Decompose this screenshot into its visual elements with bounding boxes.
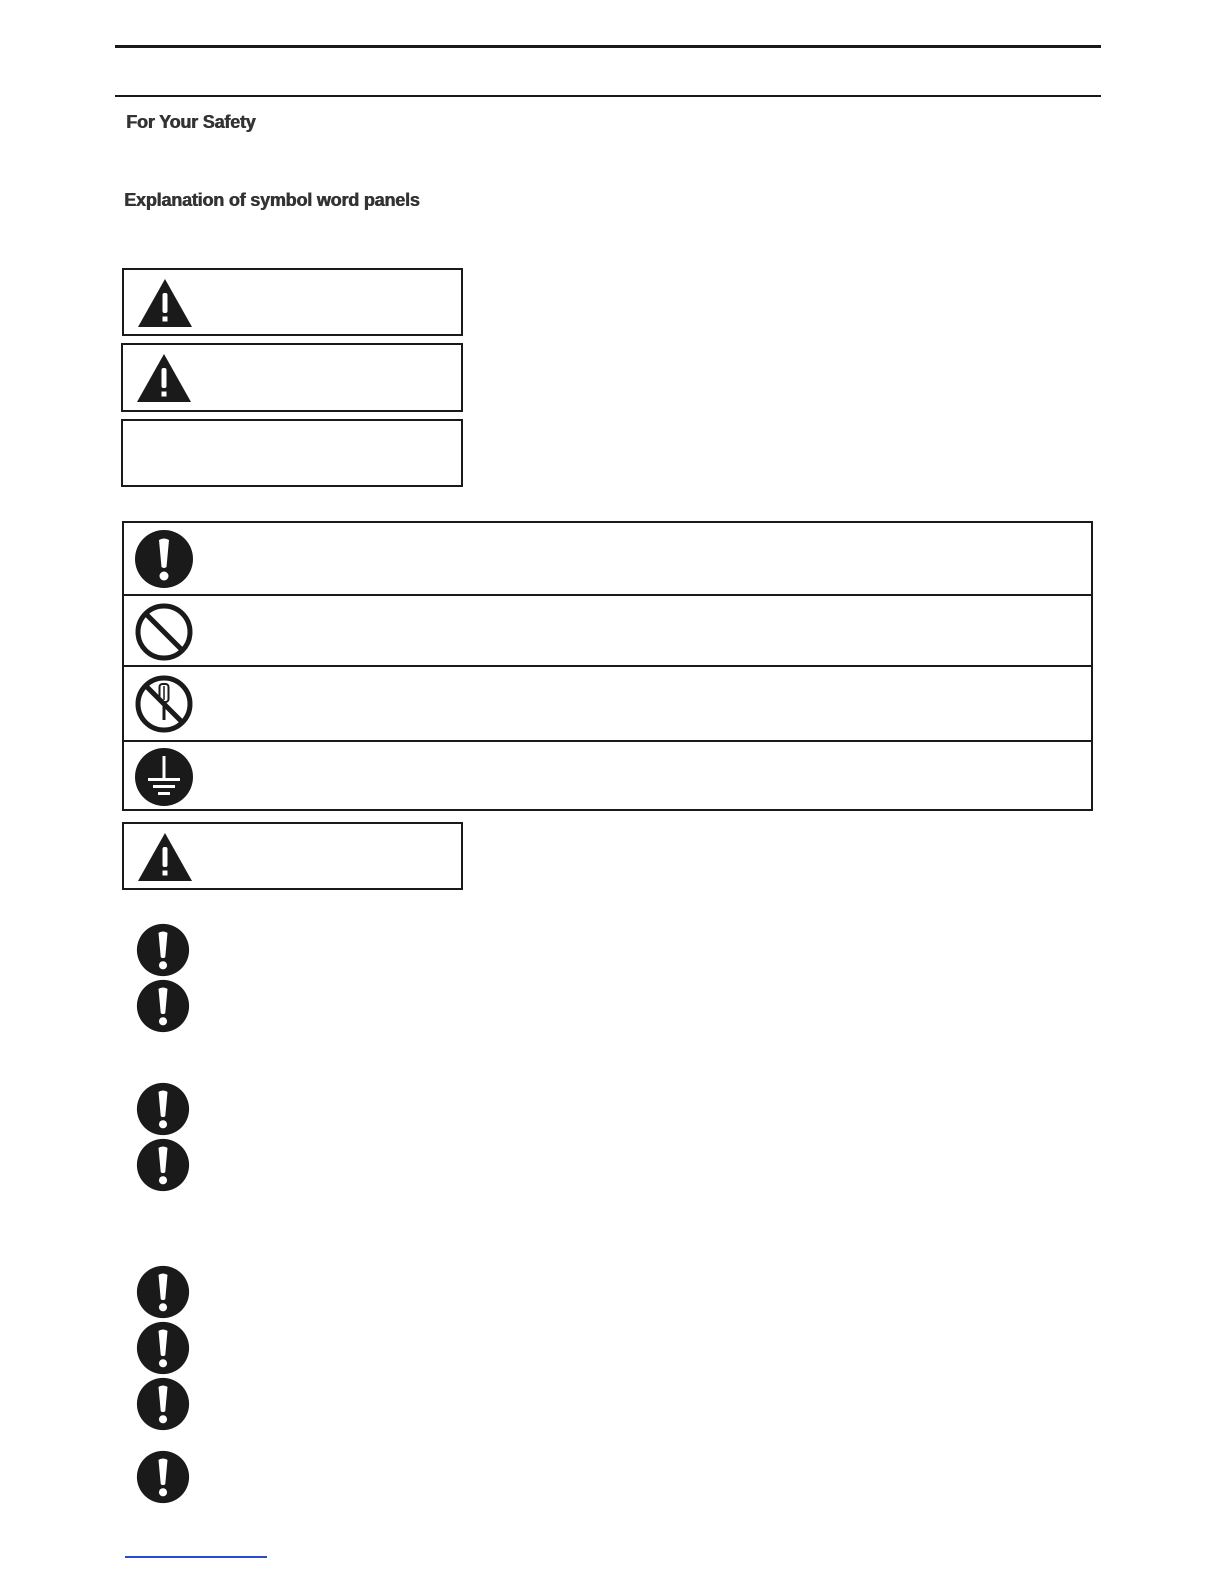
section-subtitle: Explanation of symbol word panels [124, 190, 420, 210]
do-not-disassemble-icon [134, 674, 194, 734]
warning-triangle-icon [136, 277, 194, 329]
mandatory-exclamation-icon [136, 923, 190, 977]
mandatory-exclamation-icon [136, 1082, 190, 1136]
mandatory-exclamation-icon [136, 1450, 190, 1504]
signal-word-panel-1 [122, 268, 463, 336]
header-bottom-rule [115, 95, 1101, 97]
mandatory-exclamation-icon [134, 529, 194, 589]
prohibition-icon [134, 602, 194, 662]
header-top-rule [115, 45, 1101, 48]
symbol-row-mandatory [124, 523, 1091, 594]
ground-icon [134, 747, 194, 807]
signal-word-panel-4 [122, 822, 463, 890]
page-title: For Your Safety [126, 112, 256, 132]
symbol-row-ground [124, 742, 1091, 811]
warning-triangle-icon [135, 352, 193, 404]
mandatory-exclamation-icon [136, 1377, 190, 1431]
mandatory-exclamation-icon [136, 979, 190, 1033]
signal-word-panel-3 [121, 419, 463, 487]
mandatory-exclamation-icon [136, 1321, 190, 1375]
symbol-row-disassembly [124, 667, 1091, 740]
signal-word-panel-2 [121, 343, 463, 412]
mandatory-exclamation-icon [136, 1138, 190, 1192]
symbol-table [122, 521, 1093, 811]
bottom-link-underline[interactable] [125, 1556, 267, 1558]
symbol-row-prohibition [124, 596, 1091, 665]
mandatory-exclamation-icon [136, 1265, 190, 1319]
warning-triangle-icon [136, 831, 194, 883]
